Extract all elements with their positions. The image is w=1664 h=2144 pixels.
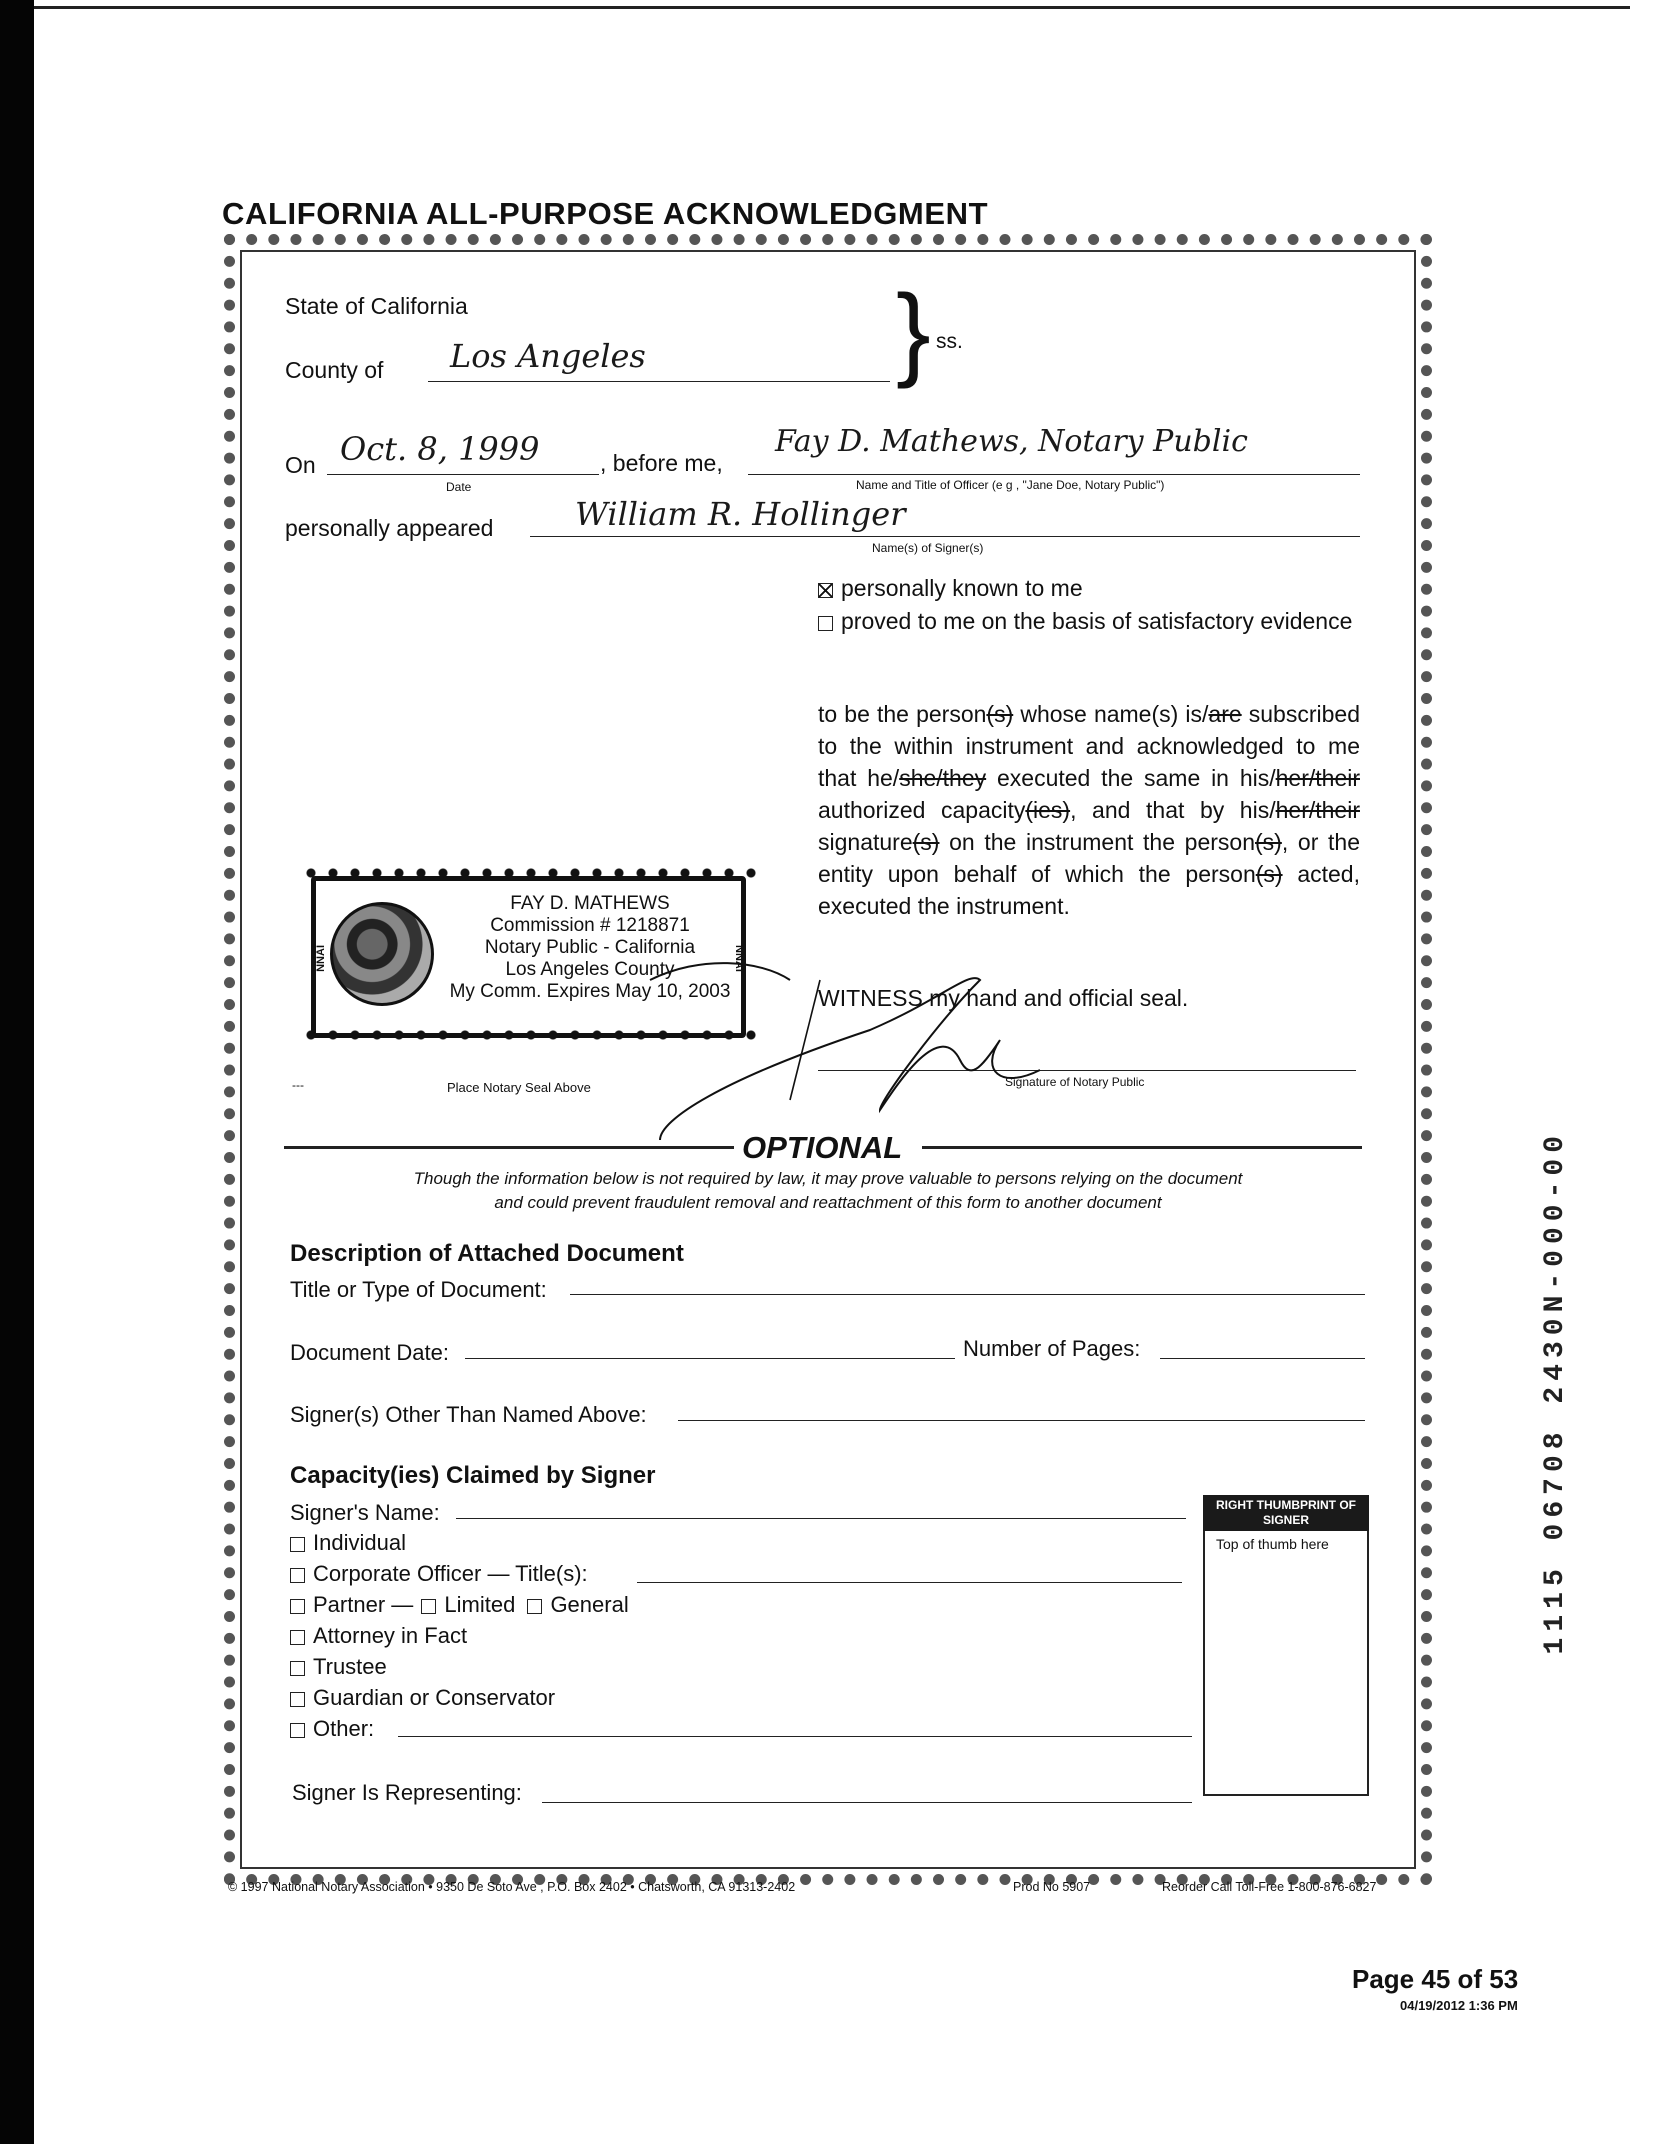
signer-caption: Name(s) of Signer(s) — [872, 541, 984, 555]
signers-field[interactable] — [678, 1420, 1365, 1421]
print-timestamp: 04/19/2012 1:36 PM — [1400, 1998, 1518, 2013]
footer-prod: Prod No 5907 — [1013, 1880, 1091, 1894]
checkbox-icon — [290, 1692, 305, 1707]
doc-title-label: Title or Type of Document: — [290, 1277, 547, 1302]
doc-date-field[interactable] — [465, 1358, 955, 1359]
signer-line — [530, 536, 1360, 537]
optional-note — [300, 1167, 1356, 1215]
signer-value: William R. Hollinger — [575, 495, 906, 533]
capacity-partner[interactable]: Partner — Limited General — [290, 1592, 629, 1618]
officer-caption: Name and Title of Officer (e g , "Jane Doe, Notary Public") — [856, 478, 1165, 492]
county-value: Los Angeles — [450, 337, 646, 375]
capacity-guardian[interactable]: Guardian or Conservator — [290, 1685, 555, 1711]
seal-expires: My Comm. Expires May 10, 2003 — [449, 981, 731, 1002]
capacity-corporate[interactable]: Corporate Officer — Title(s): — [290, 1561, 588, 1587]
before-me-label: , before me, — [600, 450, 723, 476]
signers-label: Signer(s) Other Than Named Above: — [290, 1402, 647, 1427]
optional-rule-left — [284, 1146, 734, 1149]
seal-title: Notary Public - California — [484, 937, 696, 958]
description-heading: Description of Attached Document — [290, 1240, 684, 1267]
on-label: On — [285, 452, 316, 478]
seal-county: Los Angeles County — [505, 959, 675, 980]
witness-text: WITNESS my hand and official seal. — [818, 985, 1189, 1011]
form-title: CALIFORNIA ALL-PURPOSE ACKNOWLEDGMENT — [222, 196, 989, 231]
ss-label: ss. — [936, 330, 963, 353]
checkbox-icon — [290, 1599, 305, 1614]
dash-mark: --- — [292, 1078, 304, 1092]
state-seal-icon — [330, 902, 434, 1006]
footer-reorder: Reorder Call Toll-Free 1-800-876-6827 — [1162, 1880, 1377, 1894]
optional-rule-right — [922, 1146, 1362, 1149]
capacity-trustee[interactable]: Trustee — [290, 1654, 387, 1680]
optional-note-line2: and could prevent fraudulent removal and reattachment of this form to another document — [494, 1193, 1162, 1212]
notary-signature-caption: Signature of Notary Public — [1005, 1075, 1145, 1089]
option-known: personally known to me — [818, 575, 1083, 602]
representing-field[interactable] — [542, 1802, 1192, 1803]
pages-label: Number of Pages: — [963, 1336, 1141, 1361]
other-field[interactable] — [398, 1736, 1192, 1737]
checkbox-icon — [290, 1537, 305, 1552]
page-number: Page 45 of 53 — [1352, 1964, 1519, 1994]
checkbox-icon — [290, 1723, 305, 1738]
checkbox-icon — [290, 1661, 305, 1676]
county-line — [428, 381, 890, 382]
officer-line — [748, 474, 1360, 475]
side-document-code: 1115 06708 2430N-000-00 — [1540, 1130, 1571, 1655]
checked-box-icon — [818, 583, 833, 598]
signer-name-field[interactable] — [456, 1518, 1186, 1519]
acknowledgment-paragraph: to be the person(s) whose name(s) is/are subscribed to the within instrument and acknowledged to me that he/she/they executed the same in his/her/their authorized capacity(ies), and that by his/her/their signature(s) on the instrument the person(s), or the entity upon behalf of which the person(s) acted, executed the instrument. — [818, 701, 1360, 919]
capacity-attorney[interactable]: Attorney in Fact — [290, 1623, 467, 1649]
county-label: County of — [285, 357, 384, 383]
checkbox-icon — [818, 616, 833, 631]
seal-nnai-right: NNAI — [733, 945, 745, 972]
seal-name: FAY D. MATHEWS — [510, 893, 670, 914]
thumbprint-header: RIGHT THUMBPRINT OF SIGNER — [1203, 1495, 1369, 1531]
capacity-other[interactable]: Other: — [290, 1716, 374, 1742]
optional-heading: OPTIONAL — [742, 1130, 903, 1165]
option-proved: proved to me on the basis of satisfactory evidence — [818, 605, 1363, 637]
seal-caption: Place Notary Seal Above — [447, 1080, 591, 1095]
checkbox-icon — [421, 1599, 436, 1614]
scan-left-edge — [0, 0, 34, 2144]
brace-icon: } — [896, 274, 931, 390]
date-line — [327, 474, 599, 475]
seal-text — [440, 893, 740, 1003]
state-label: State of California — [285, 293, 468, 319]
footer-copyright: © 1997 National Notary Association • 9350 De Soto Ave , P.O. Box 2402 • Chatsworth, CA 91313-2402 — [228, 1880, 796, 1894]
doc-title-field[interactable] — [570, 1294, 1365, 1295]
optional-note-line1: Though the information below is not required by law, it may prove valuable to persons relying on the document — [413, 1169, 1243, 1188]
thumbprint-hint: Top of thumb here — [1216, 1536, 1329, 1552]
doc-date-label: Document Date: — [290, 1340, 449, 1365]
pages-field[interactable] — [1160, 1358, 1365, 1359]
date-value: Oct. 8, 1999 — [340, 430, 540, 468]
appeared-label: personally appeared — [285, 515, 494, 541]
date-caption: Date — [446, 480, 472, 494]
checkbox-icon — [290, 1630, 305, 1645]
representing-label: Signer Is Representing: — [292, 1780, 522, 1805]
capacity-heading: Capacity(ies) Claimed by Signer — [290, 1462, 656, 1489]
corporate-title-field[interactable] — [637, 1582, 1182, 1583]
signer-name-label: Signer's Name: — [290, 1500, 440, 1525]
seal-edge-bottom — [300, 1030, 757, 1040]
seal-commission: Commission # 1218871 — [490, 915, 690, 936]
scan-top-edge — [34, 6, 1630, 9]
officer-value: Fay D. Mathews, Notary Public — [775, 424, 1248, 459]
checkbox-icon — [527, 1599, 542, 1614]
capacity-individual[interactable]: Individual — [290, 1530, 406, 1556]
seal-nnai-left: NNAI — [315, 945, 327, 972]
checkbox-icon — [290, 1568, 305, 1583]
